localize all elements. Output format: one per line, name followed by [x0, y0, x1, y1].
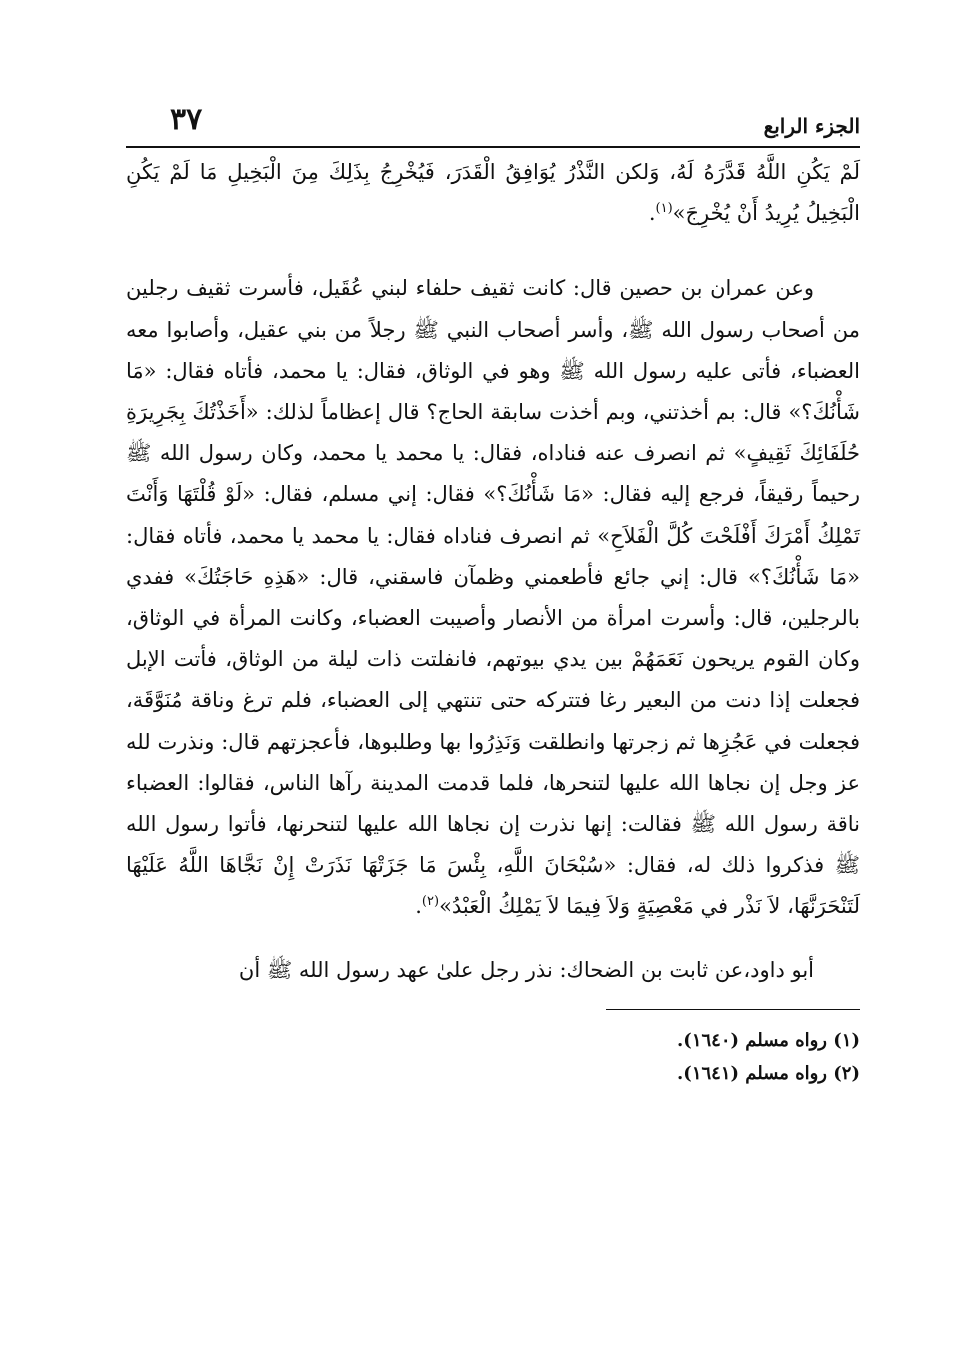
- hadith-text: وعن عمران بن حصين قال: كانت ثقيف حلفاء لبني عُقَيل، فأسرت ثقيف رجلين من أصحاب رسول الله ﷺ، وأسر أصحاب النبي ﷺ رجلاً من بني عقيل، وأصابوا معه العضباء، فأتى عليه رسول الله ﷺ وهو في الوثاق، فقال: يا محمد، فأتاه فقال: «مَا شَأْنُكَ؟» قال: بم أخذتني، وبم أخذت سابقة الحاج؟ قال إعظاماً لذلك: «أَخَذْتُكَ بِجَرِيرَةِ حُلَفَائِكَ ثَقِيفٍ» ثم انصرف عنه فناداه، فقال: يا محمد يا محمد، وكان رسول الله ﷺ رحيماً رقيقاً، فرجع إليه فقال: «مَا شَأْنُكَ؟» فقال: إني مسلم، فقال: «لَوْ قُلْتَهَا وَأَنْتَ تَمْلِكُ أَمْرَكَ أَفْلَحْتَ كُلَّ الْفَلاَحِ» ثم انصرف فناداه فقال: يا محمد يا محمد، فأتاه فقال: «مَا شَأْنُكَ؟» قال: إني جائع فأطعمني وظمآن فاسقني، قال: «هَذِهِ حَاجَتُكَ» ففدي بالرجلين، قال: وأسرت امرأة من الأنصار وأصيبت العضباء، وكانت المرأة في الوثاق، وكان القوم يريحون نَعَمَهُمْ بين يدي بيوتهم، فانفلتت ذات ليلة من الوثاق، فأتت الإبل فجعلت إذا دنت من البعير رغا فتتركه حتى تنتهي إلى العضباء، فلم ترغ وناقة مُنَوَّقَة، فجعلت في عَجُزِها ثم زجرتها وانطلقت وَنَذِرُوا بها وطلبوها، فأعجزتهم قال: ونذرت لله عز وجل إن نجاها الله عليها لتنحرها، فلما قدمت المدينة رآها الناس، فقالوا: العضباء ناقة رسول الله ﷺ فقالت: إنها نذرت إن نجاها الله عليها لتنحرنها، فأتوا رسول الله ﷺ فذكروا ذلك له، فقال: «سُبْحَانَ اللَّهِ، بِئْسَ مَا جَزَتْهَا نَذَرَتْ إِنْ نَجَّاهَا اللَّهُ عَلَيْهَا لَتَنْحَرَنَّهَا، لاَ نَذْر في مَعْصِيَةٍ وَلاَ فِيمَا لاَ يَمْلِكُ الْعَبْدُ»: [126, 276, 860, 919]
- page-header: [126, 88, 860, 148]
- footnote-separator: [606, 1009, 860, 1010]
- abu-dawud-text: أبو داود،عن ثابت بن الضحاك: نذر رجل علىٰ عهد رسول الله ﷺ أن: [238, 957, 814, 982]
- hadith-paragraph: [126, 268, 860, 927]
- body-text: [126, 152, 860, 991]
- footnote-ref-2: (٢): [421, 894, 440, 910]
- running-title: الجزء الرابع: [763, 114, 860, 138]
- abu-dawud-paragraph: [126, 950, 860, 991]
- footnote-ref-1: (١): [655, 201, 673, 217]
- footnotes: [126, 1024, 860, 1090]
- page-number: ٣٧: [170, 102, 203, 137]
- hadith-end: .: [415, 894, 422, 919]
- footnote-2: (٢) رواه مسلم (١٦٤١).: [677, 1062, 860, 1084]
- continuation-paragraph: [126, 152, 860, 234]
- book-page: [126, 88, 860, 1288]
- continuation-end: .: [648, 201, 656, 226]
- continuation-text: لَمْ يَكُنِ اللَّهُ قَدَّرَهُ لَهُ، وَلكن النَّذْرُ يُوَافِقُ الْقَدَرَ، فَيُخْرِجُ بِذَلِكَ مِنَ الْبَخِيلِ مَا لَمْ يَكُنِ الْبَخِيلُ يُرِيدُ أَنْ يُخْرِجَ»: [126, 160, 860, 226]
- footnote-1: (١) رواه مسلم (١٦٤٠).: [677, 1029, 860, 1051]
